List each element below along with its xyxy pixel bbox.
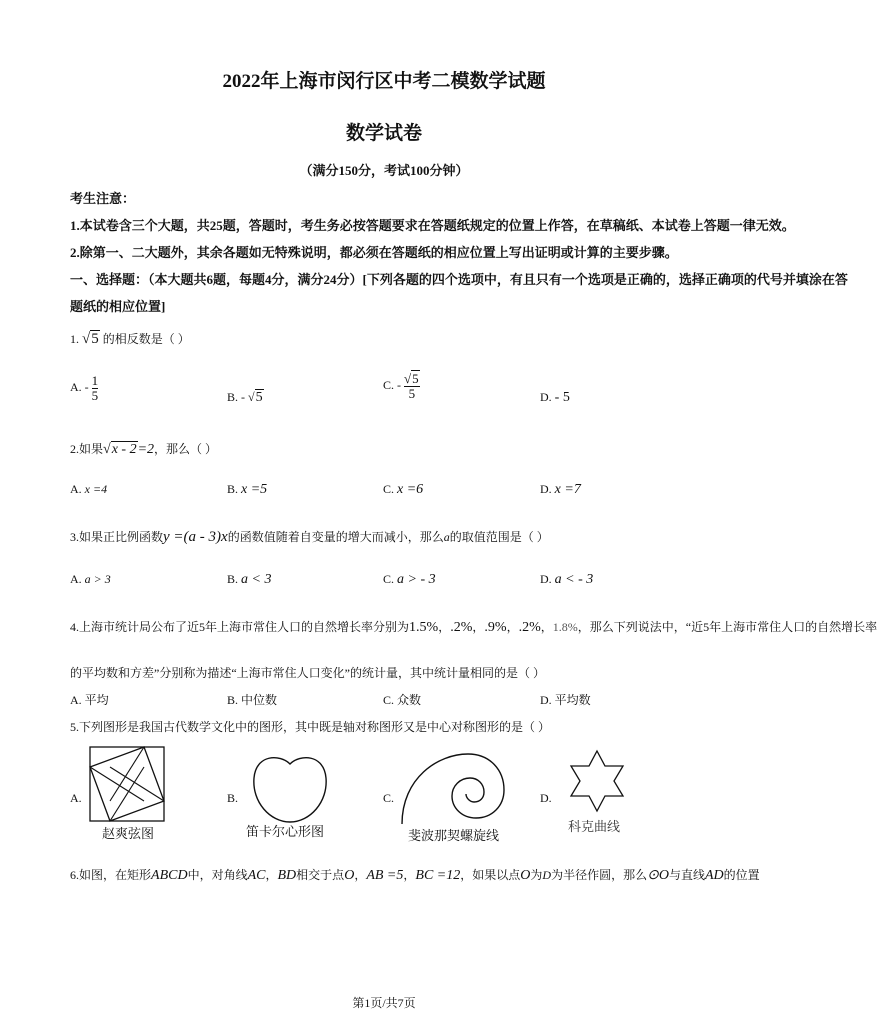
q1-option-b[interactable]: B. - √5 [227, 390, 263, 405]
question-5: 5.下列图形是我国古代数学文化中的图形，其中既是轴对称图形又是中心对称图形的是（ ） [70, 720, 551, 734]
cardioid-diagram [250, 752, 330, 824]
q1-option-d[interactable]: D. - 5 [540, 390, 570, 405]
notes-heading: 考生注意： [70, 191, 136, 206]
q1-option-c[interactable]: C. - $\frac{√5}{5}$ [383, 371, 419, 401]
question-4-cont: 的平均数和方差”分别称为描述“上海市常住人口变化”的统计量，其中统计量相同的是（ ） [70, 666, 545, 680]
q3-option-b[interactable]: B. a < 3 [227, 572, 272, 587]
question-1: 1. √5 的相反数是（ ） [70, 331, 190, 347]
section-1-heading-cont: 题纸的相应位置] [70, 299, 166, 314]
koch-curve-diagram [564, 748, 630, 814]
q4-option-c[interactable]: C. 众数 [383, 693, 422, 707]
q2-option-c[interactable]: C. x =6 [383, 482, 424, 497]
q5-option-b-label[interactable]: B. [227, 791, 239, 805]
q5-caption-b: 笛卡尔心形图 [246, 825, 325, 840]
q5-caption-c: 斐波那契螺旋线 [408, 829, 500, 844]
section-1-heading: 一、选择题：（本大题共6题，每题4分，满分24分）[下列各题的四个选项中，有且只有一个选项是正确的，选择正确项的代号并填涂在答 [70, 272, 848, 287]
subject-title: 数学试卷 [345, 123, 422, 144]
q1-option-a[interactable]: A. - $\frac{1}{5}$ [70, 373, 99, 403]
question-2: 2.如果√x - 2=2，那么（ ） [70, 442, 218, 457]
exam-info: （满分150分，考试100分钟） [299, 163, 469, 178]
q5-caption-a: 赵爽弦图 [102, 827, 155, 842]
note-2: 2.除第一、二大题外，其余各题如无特殊说明，都必须在答题纸的相应位置上写出证明或计算的主要步骤。 [70, 245, 678, 260]
q3-option-d[interactable]: D. a < - 3 [540, 572, 594, 587]
q5-option-c-label[interactable]: C. [383, 791, 395, 805]
q2-option-d[interactable]: D. x =7 [540, 482, 581, 497]
question-3: 3.如果正比例函数y =(a - 3)x的函数值随着自变量的增大而减小，那么a的取值范围是（ ） [70, 529, 549, 545]
page-number: 第1页/共7页 [352, 996, 416, 1010]
question-6: 6.如图，在矩形ABCD中，对角线AC，BD相交于点O，AB =5，BC =12，如果以点O为D为半径作圆，那么⊙O与直线AD的位置 [70, 868, 760, 883]
page-title: 2022年上海市闵行区中考二模数学试题 [222, 71, 546, 92]
q5-option-d-label[interactable]: D. [540, 791, 552, 805]
q5-caption-d: 科克曲线 [568, 820, 621, 835]
q3-option-a[interactable]: A. a > 3 [70, 572, 111, 586]
note-1: 1.本试卷含三个大题，共25题，答题时，考生务必按答题要求在答题纸规定的位置上作答，在草稿纸、本试卷上答题一律无效。 [70, 218, 795, 233]
q4-option-d[interactable]: D. 平均数 [540, 693, 591, 707]
fibonacci-spiral-diagram [398, 748, 508, 826]
q2-option-b[interactable]: B. x =5 [227, 482, 268, 497]
q4-option-a[interactable]: A. 平均 [70, 693, 109, 707]
zhao-shuang-diagram [88, 745, 168, 825]
question-4: 4.上海市统计局公布了近5年上海市常住人口的自然增长率分别为1.5%，.2%，.9%，.2%，1.8%，那么下列说法中，“近5年上海市常住人口的自然增长率 [70, 620, 877, 635]
q2-option-a[interactable]: A. x =4 [70, 482, 108, 496]
q4-option-b[interactable]: B. 中位数 [227, 693, 278, 707]
q3-option-c[interactable]: C. a > - 3 [383, 572, 436, 587]
q5-option-a-label[interactable]: A. [70, 791, 82, 805]
